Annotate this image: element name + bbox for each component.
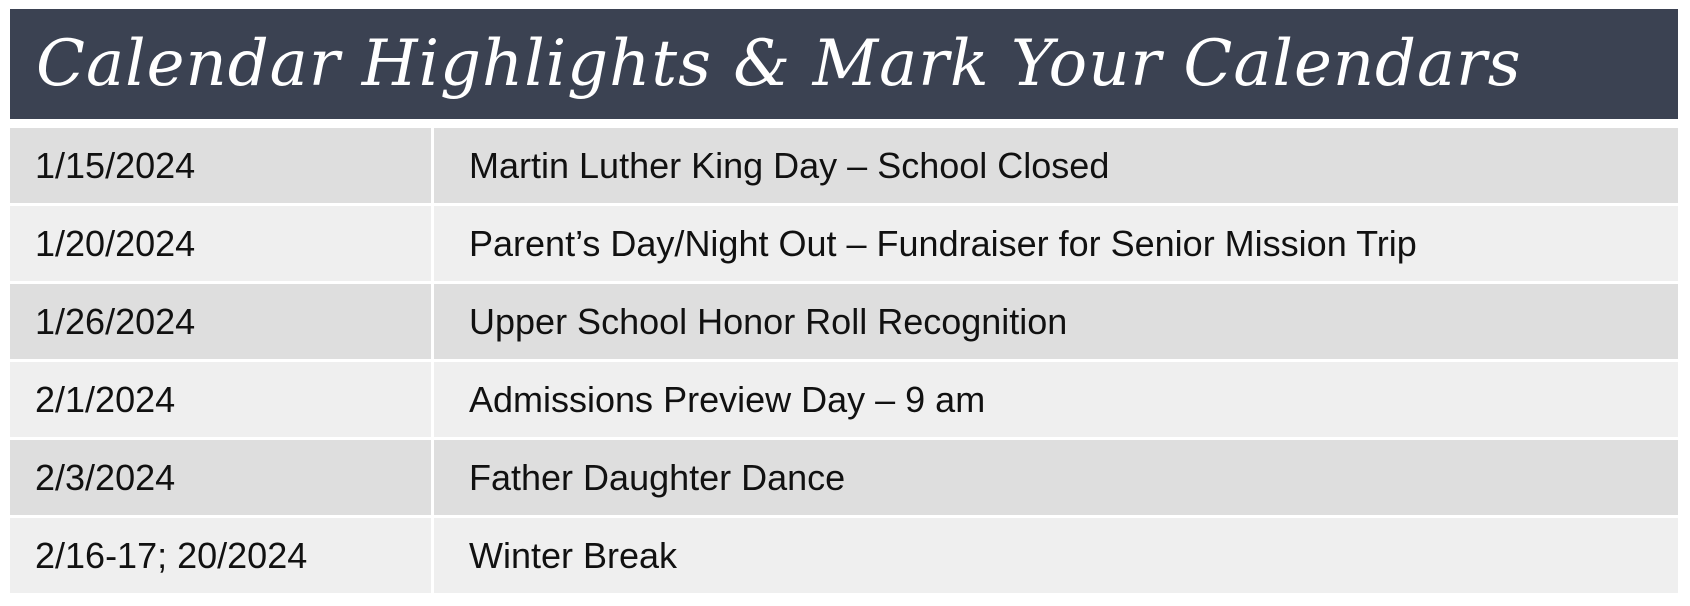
table-row [10,206,1678,281]
event-cell: Upper School Honor Roll Recognition [434,284,1678,359]
table-row [10,284,1678,359]
table-row [10,128,1678,203]
date-cell: 2/1/2024 [10,362,431,437]
event-cell: Father Daughter Dance [434,440,1678,515]
table-row [10,440,1678,515]
event-cell: Admissions Preview Day – 9 am [434,362,1678,437]
event-cell: Winter Break [434,518,1678,593]
date-cell: 1/26/2024 [10,284,431,359]
event-cell: Parent’s Day/Night Out – Fundraiser for Senior Mission Trip [434,206,1678,281]
page-title: Calendar Highlights & Mark Your Calendars [36,27,1522,101]
date-cell: 2/16-17; 20/2024 [10,518,431,593]
header-banner [10,9,1678,119]
table-row [10,362,1678,437]
table-row [10,518,1678,593]
date-cell: 1/20/2024 [10,206,431,281]
calendar-table [10,128,1678,596]
date-cell: 1/15/2024 [10,128,431,203]
date-cell: 2/3/2024 [10,440,431,515]
event-cell: Martin Luther King Day – School Closed [434,128,1678,203]
